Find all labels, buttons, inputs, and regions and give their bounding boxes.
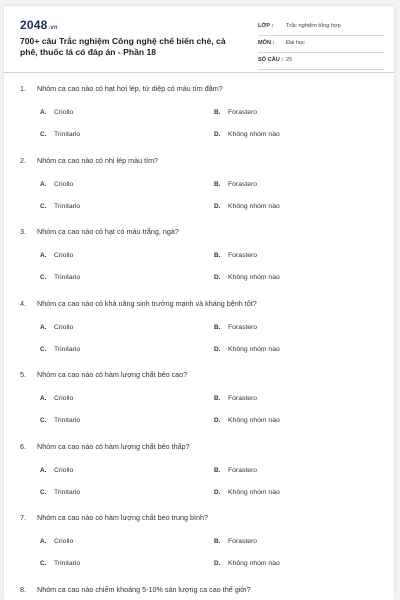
answer-option-c[interactable]: [40, 346, 80, 353]
question-text: [20, 299, 257, 308]
meta-value: 25: [286, 57, 293, 63]
option-letter: C.: [40, 274, 47, 281]
option-text: Trinitario: [54, 488, 81, 496]
question-number: 1.: [20, 84, 26, 93]
option-letter: B.: [214, 109, 221, 116]
option-letter: C.: [40, 417, 47, 424]
answer-option-b[interactable]: [214, 252, 257, 259]
meta-row-subject: [258, 37, 384, 53]
question-text: [20, 585, 251, 594]
option-letter: C.: [40, 345, 47, 353]
option-letter: A.: [40, 395, 47, 402]
question-item: [4, 442, 394, 514]
option-text: Criollo: [54, 323, 74, 331]
question-label: Nhóm ca cao nào chiếm khoảng 5-10% sản lượng ca cao thế giới?: [37, 584, 251, 594]
option-text: Không nhóm nào: [228, 274, 280, 281]
answer-option-b[interactable]: [214, 538, 257, 545]
question-text: [20, 513, 208, 522]
option-text: Trinitario: [54, 560, 81, 567]
answer-option-b[interactable]: [214, 109, 257, 116]
question-item: [4, 370, 394, 442]
option-text: Criollo: [54, 180, 74, 188]
meta-row-count: [258, 54, 384, 70]
option-text: Không nhóm nào: [228, 345, 280, 353]
meta-box: [258, 20, 384, 71]
answer-option-c[interactable]: [40, 274, 80, 281]
question-item: [4, 156, 394, 228]
question-number: 5.: [20, 370, 26, 379]
option-letter: D.: [214, 202, 221, 210]
answer-option-a[interactable]: [40, 109, 73, 116]
option-letter: D.: [214, 488, 221, 496]
option-letter: B.: [214, 252, 221, 259]
document-header: [4, 6, 394, 73]
question-label: Nhóm ca cao nào có hàm lượng chất béo thấp?: [37, 441, 190, 451]
answer-option-c[interactable]: [40, 560, 80, 567]
question-item: [4, 513, 394, 585]
answer-option-d[interactable]: [214, 560, 280, 567]
option-text: Criollo: [54, 538, 74, 545]
option-text: Criollo: [54, 109, 74, 116]
option-text: Criollo: [54, 252, 74, 259]
option-text: Forastero: [228, 395, 258, 402]
answer-option-d[interactable]: [214, 203, 280, 210]
option-text: Trinitario: [54, 274, 81, 281]
option-letter: C.: [40, 560, 47, 567]
answer-option-d[interactable]: [214, 489, 280, 496]
option-text: Không nhóm nào: [228, 131, 280, 138]
meta-label: MÔN :: [258, 40, 275, 46]
logo-suffix: .vn: [48, 25, 58, 31]
option-text: Không nhóm nào: [228, 202, 280, 210]
option-text: Trinitario: [54, 131, 81, 138]
option-letter: D.: [214, 274, 221, 281]
question-text: [20, 156, 158, 165]
question-label: Nhóm ca cao nào có hạt hơi lép, tử diệp có màu tím đậm?: [37, 84, 223, 93]
option-letter: D.: [214, 131, 221, 138]
option-letter: B.: [214, 180, 221, 188]
question-label: Nhóm ca cao nào có khả năng sinh trưởng mạnh và kháng bệnh tốt?: [37, 298, 257, 308]
answer-option-a[interactable]: [40, 181, 73, 188]
document-title: 700+ câu Trắc nghiệm Công nghệ chế biến chè, cà phê, thuốc lá có đáp án - Phần 18: [20, 36, 226, 57]
question-number: 3.: [20, 227, 26, 236]
option-letter: A.: [40, 538, 47, 545]
option-text: Forastero: [228, 466, 258, 474]
answer-option-d[interactable]: [214, 346, 280, 353]
question-number: 4.: [20, 298, 26, 308]
answer-option-d[interactable]: [214, 417, 280, 424]
answer-option-a[interactable]: [40, 324, 73, 331]
question-number: 7.: [20, 513, 26, 522]
answer-option-b[interactable]: [214, 467, 257, 474]
option-letter: A.: [40, 466, 47, 474]
answer-option-c[interactable]: [40, 131, 80, 138]
answer-option-d[interactable]: [214, 274, 280, 281]
answer-option-a[interactable]: [40, 467, 73, 474]
question-text: [20, 442, 190, 451]
answer-option-a[interactable]: [40, 252, 73, 259]
option-letter: B.: [214, 323, 221, 331]
question-item: [4, 299, 394, 371]
answer-option-d[interactable]: [214, 131, 280, 138]
answer-option-c[interactable]: [40, 489, 80, 496]
option-letter: A.: [40, 109, 47, 116]
option-text: Forastero: [228, 180, 258, 188]
question-label: Nhóm ca cao nào có hạt có màu trắng, ngà?: [37, 227, 179, 236]
answer-option-b[interactable]: [214, 324, 257, 331]
question-label: Nhóm ca cao nào có nhị lép màu tím?: [37, 155, 159, 165]
question-label: Nhóm ca cao nào có hàm lượng chất béo cao?: [37, 370, 188, 379]
site-logo[interactable]: [20, 18, 58, 32]
question-text: [20, 370, 187, 379]
meta-value: Đại học: [286, 40, 305, 46]
option-text: Không nhóm nào: [228, 560, 280, 567]
meta-label: SỐ CÂU :: [258, 57, 284, 63]
question-text: [20, 227, 179, 236]
option-text: Trinitario: [54, 345, 81, 353]
option-text: Criollo: [54, 395, 74, 402]
question-label: Nhóm ca cao nào có hàm lượng chất béo trung bình?: [37, 513, 208, 522]
question-text: [20, 84, 223, 93]
option-text: Trinitario: [54, 417, 81, 424]
meta-value: Trắc nghiệm tổng hợp: [286, 23, 341, 29]
answer-option-a[interactable]: [40, 395, 73, 402]
option-letter: A.: [40, 252, 47, 259]
question-number: 6.: [20, 441, 26, 451]
option-text: Trinitario: [54, 202, 81, 210]
option-text: Forastero: [228, 323, 258, 331]
meta-label: LỚP :: [258, 23, 274, 29]
question-number: 2.: [20, 155, 26, 165]
option-letter: B.: [214, 395, 221, 402]
answer-option-c[interactable]: [40, 203, 80, 210]
meta-row-class: [258, 20, 384, 36]
question-item: [4, 227, 394, 299]
option-letter: D.: [214, 417, 221, 424]
option-letter: D.: [214, 560, 221, 567]
question-list: [4, 73, 394, 600]
option-letter: A.: [40, 323, 47, 331]
logo-text: 2048: [20, 18, 48, 32]
answer-option-b[interactable]: [214, 181, 257, 188]
option-letter: A.: [40, 180, 47, 188]
option-letter: C.: [40, 131, 47, 138]
option-text: Criollo: [54, 466, 74, 474]
option-text: Forastero: [228, 538, 258, 545]
answer-option-c[interactable]: [40, 417, 80, 424]
question-item: [4, 585, 394, 600]
option-letter: B.: [214, 538, 221, 545]
option-text: Forastero: [228, 109, 258, 116]
option-text: Không nhóm nào: [228, 488, 280, 496]
option-letter: B.: [214, 466, 221, 474]
option-text: Không nhóm nào: [228, 417, 280, 424]
option-letter: D.: [214, 345, 221, 353]
option-letter: C.: [40, 202, 47, 210]
answer-option-a[interactable]: [40, 538, 73, 545]
question-item: [4, 84, 394, 156]
question-number: 8.: [20, 584, 26, 594]
document-page: [4, 6, 394, 600]
option-letter: C.: [40, 488, 47, 496]
answer-option-b[interactable]: [214, 395, 257, 402]
option-text: Forastero: [228, 252, 258, 259]
